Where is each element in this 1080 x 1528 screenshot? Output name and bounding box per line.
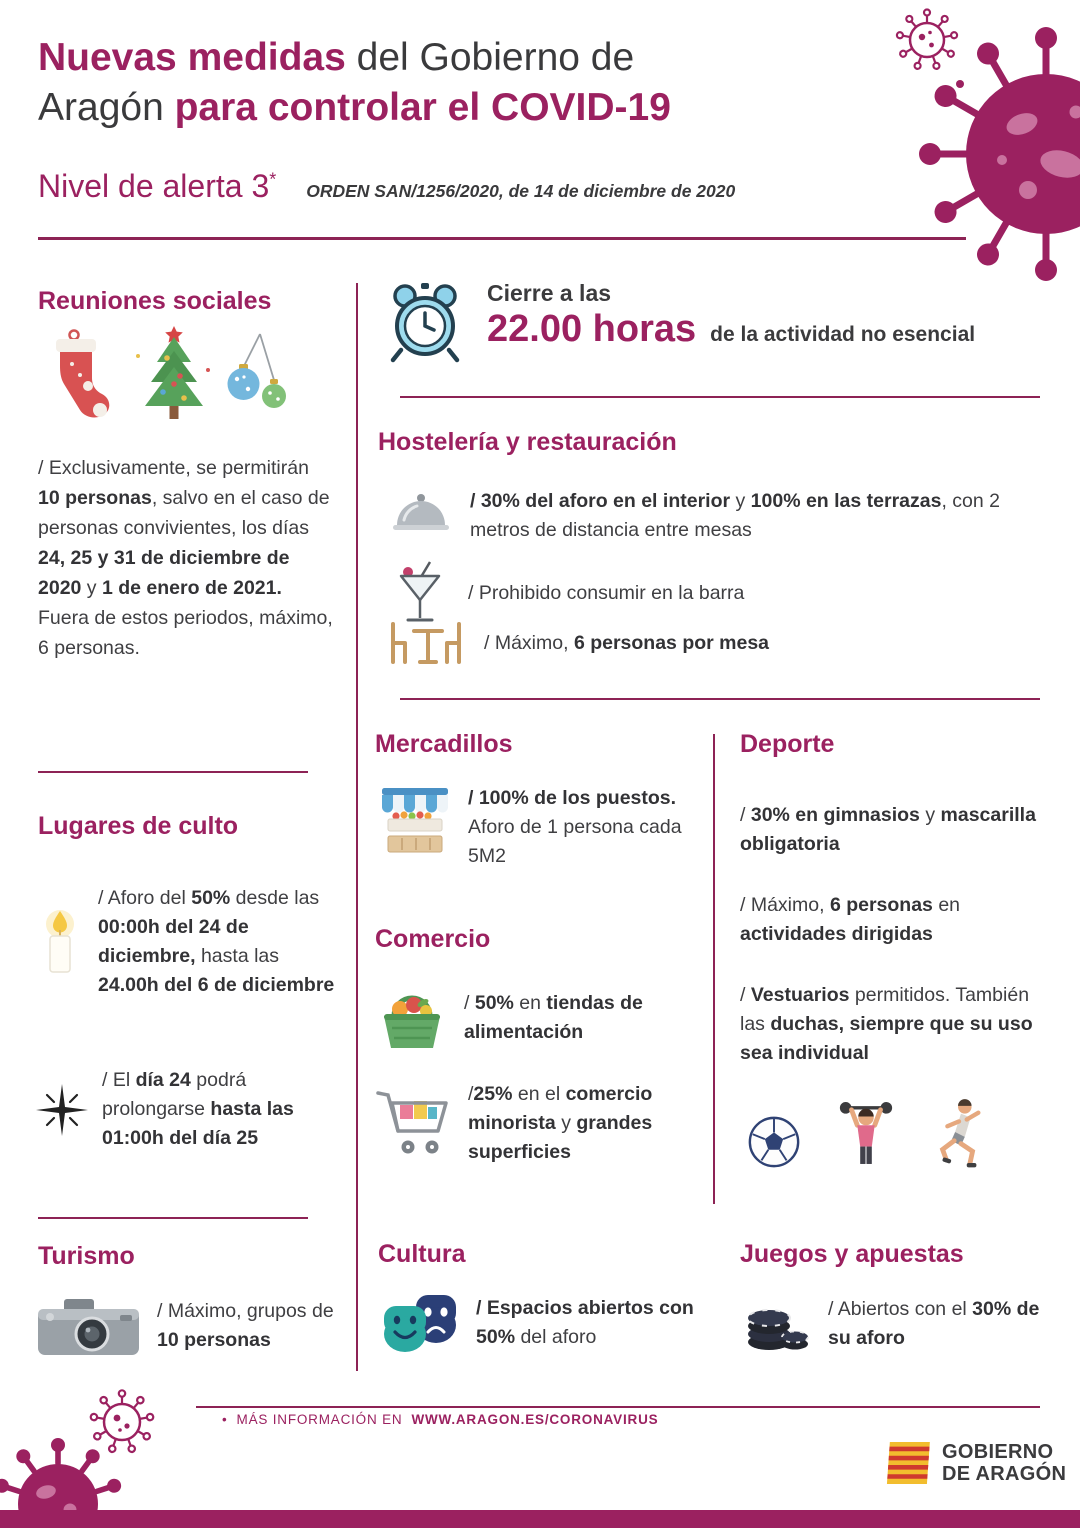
- poker-chips-icon: [744, 1292, 810, 1356]
- divider: [38, 771, 308, 773]
- footer-divider: [196, 1406, 1040, 1408]
- curfew-line2: [487, 308, 975, 351]
- section-title-comercio: Comercio: [375, 925, 491, 953]
- bottom-color-bar: [0, 1510, 1080, 1528]
- table-chairs-icon: [384, 618, 468, 668]
- comercio-item-alimentacion: [376, 984, 718, 1052]
- section-title-hosteleria: Hostelería y restauración: [378, 428, 677, 456]
- main-vertical-divider: [356, 283, 358, 1371]
- footer-info-text: MÁS INFORMACIÓN EN: [236, 1412, 403, 1427]
- section-title-mercadillos: Mercadillos: [375, 730, 513, 758]
- curfew-text: [487, 280, 975, 351]
- title-accent-2: para controlar el COVID-19: [174, 86, 671, 129]
- divider: [400, 396, 1040, 398]
- juegos-item-text: / Abiertos con el 30% de su aforo: [828, 1298, 1040, 1349]
- title-plain-2: Aragón: [38, 86, 175, 129]
- virus-icon: [0, 1378, 200, 1528]
- alert-level-text: Nivel de alerta 3: [38, 168, 270, 204]
- christmas-decorations-icons: [38, 326, 298, 441]
- hosteleria-item-mesa: [384, 618, 769, 668]
- runner-icon: [930, 1096, 988, 1170]
- hosteleria-item-aforo: [390, 487, 1048, 545]
- culto-item-aforo: [34, 884, 338, 1000]
- logo-text: [942, 1441, 1066, 1485]
- hosteleria-item-aforo-text: / 30% del aforo en el interior y 100% en las terrazas, con 2 metros de distancia entre mesas: [470, 490, 1001, 541]
- cocktail-icon: [396, 560, 446, 626]
- culto-item-aforo-text: / Aforo del 50% desde las 00:00h del 24 de diciembre, hasta las 24.00h del 6 de diciembre: [98, 887, 335, 996]
- comercio-item-minorista-text: /25% en el comercio minorista y grandes superficies: [468, 1083, 653, 1163]
- title-plain-1: del Gobierno de: [345, 36, 635, 79]
- curfew-tail: de la actividad no esencial: [710, 323, 976, 346]
- order-reference: ORDEN SAN/1256/2020, de 14 de diciembre de 2020: [306, 181, 736, 201]
- section-title-juegos: Juegos y apuestas: [740, 1240, 964, 1268]
- reuniones-body-text: / Exclusivamente, se permitirán 10 personas, salvo en el caso de personas convivientes, los días 24, 25 y 31 de diciembre de 2020 y 1 de enero de 2021. Fuera de estos periodos, máximo, 6 personas.: [38, 457, 333, 659]
- alert-level: [38, 168, 276, 205]
- weightlifter-icon: [836, 1096, 896, 1170]
- divider: [400, 698, 1040, 700]
- title-accent-1: Nuevas medidas: [38, 36, 346, 79]
- header-divider: [38, 237, 966, 240]
- alert-asterisk: *: [269, 169, 277, 190]
- logo-line-2: DE ARAGÓN: [942, 1463, 1067, 1485]
- alarm-clock-icon: [383, 280, 467, 364]
- juegos-item: [744, 1292, 1054, 1356]
- turismo-item-text: / Máximo, grupos de 10 personas: [157, 1300, 334, 1351]
- gobierno-de-aragon-logo: [884, 1440, 1066, 1486]
- ornaments-icon: [228, 334, 287, 408]
- cultura-item: [380, 1290, 722, 1356]
- alert-level-row: [38, 168, 735, 205]
- title-line-2: [38, 83, 671, 133]
- aragon-flag-icon: [884, 1440, 932, 1486]
- curfew-intro: Cierre a las: [487, 280, 612, 306]
- deporte-item-gimnasios: / 30% en gimnasios y mascarilla obligatoria: [740, 804, 1036, 855]
- footer-info-url[interactable]: WWW.ARAGON.ES/CORONAVIRUS: [411, 1412, 659, 1427]
- section-title-cultura: Cultura: [378, 1240, 466, 1268]
- virus-icon: [830, 0, 1080, 292]
- football-icon: [746, 1114, 802, 1170]
- comercio-item-minorista: [374, 1080, 720, 1167]
- market-stall-icon: [378, 784, 452, 862]
- culto-item-dia24-text: / El día 24 podrá prolongarse hasta las 01:00h del día 25: [102, 1069, 294, 1149]
- christmas-stocking-icon: [56, 331, 109, 418]
- section-title-reuniones: Reuniones sociales: [38, 287, 272, 315]
- section-title-turismo: Turismo: [38, 1242, 135, 1270]
- hosteleria-item-mesa-text: / Máximo, 6 personas por mesa: [484, 631, 770, 654]
- hosteleria-item-barra-text: / Prohibido consumir en la barra: [468, 581, 745, 604]
- mercadillos-item-text: / 100% de los puestos. Aforo de 1 persona cada 5M2: [468, 787, 682, 867]
- cultura-item-text: / Espacios abiertos con 50% del aforo: [476, 1297, 694, 1348]
- culto-item-dia24: [36, 1066, 336, 1153]
- turismo-item: [36, 1294, 349, 1358]
- title-line-1: [38, 33, 671, 83]
- divider: [38, 1217, 308, 1219]
- camera-icon: [36, 1294, 141, 1358]
- christmas-tree-icon: [136, 326, 210, 419]
- bullet-icon: •: [222, 1412, 228, 1427]
- deporte-item-actividades: / Máximo, 6 personas en actividades dirigidas: [740, 894, 961, 945]
- section-title-culto: Lugares de culto: [38, 812, 239, 840]
- mercadillos-item: [378, 784, 712, 871]
- cloche-icon: [390, 487, 452, 537]
- curfew-time: 22.00 horas: [487, 308, 697, 350]
- candle-icon: [34, 906, 90, 978]
- deporte-icons-row: [746, 1096, 988, 1170]
- food-basket-icon: [376, 984, 448, 1052]
- star-icon: [36, 1084, 88, 1136]
- footer-info: [222, 1412, 658, 1427]
- page-title: [38, 33, 671, 133]
- deporte-item-vestuarios: / Vestuarios permitidos. También las duchas, siempre que su uso sea individual: [740, 984, 1033, 1064]
- shopping-cart-icon: [374, 1087, 454, 1161]
- section-title-deporte: Deporte: [740, 730, 835, 758]
- curfew-banner: [383, 280, 975, 364]
- hosteleria-item-barra: [396, 560, 744, 626]
- logo-line-1: GOBIERNO: [942, 1441, 1054, 1463]
- comercio-item-alimentacion-text: / 50% en tiendas de alimentación: [464, 992, 643, 1043]
- theater-masks-icon: [380, 1290, 462, 1356]
